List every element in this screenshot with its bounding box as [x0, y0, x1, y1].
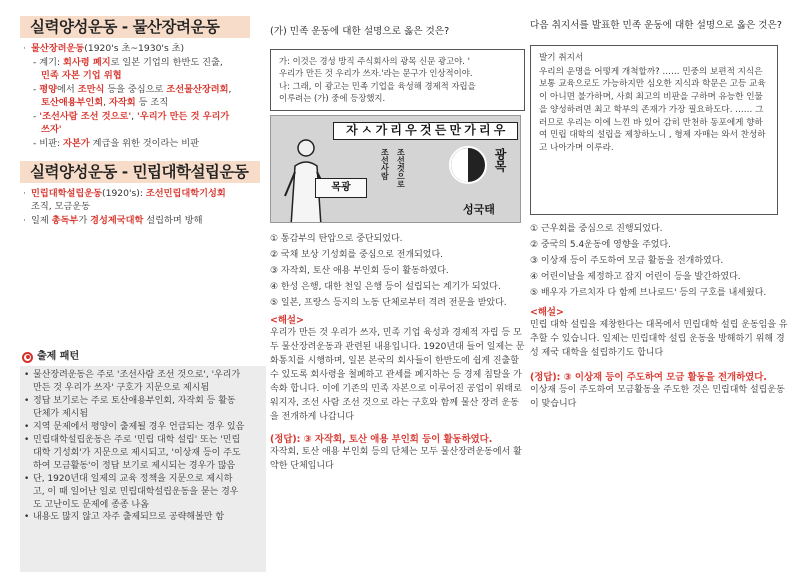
answer-option: ④ 어린이날을 제정하고 잡지 어린이 등을 발간하였다.	[530, 271, 741, 282]
commentary-label-2: <해설>	[530, 306, 564, 318]
list-item: · 민립대학설립운동(1920's): 조선민립대학기성회 조직, 모금운동	[23, 187, 226, 212]
answer-option: ① 근우회를 중심으로 진행되었다.	[530, 223, 663, 234]
answer-option: ③ 이상재 등이 주도하여 모금 활동을 전개하였다.	[530, 255, 724, 266]
answer-body-1: 자작회, 토산 애용 부인회 등의 단체는 모두 물산장려운동에서 활약한 단체입니다	[270, 447, 522, 472]
poster-banner: 자 ㅅ 가 리 우 것 든 만 가 리 우	[333, 122, 518, 140]
list-item: - '조선사람 조선 것으로', '우리가 만든 것 우리가 쓰자'	[33, 111, 230, 136]
taegeuk-icon	[449, 146, 487, 184]
passage-box-2	[530, 45, 778, 215]
passage-line: 이루려는 (가) 중에 등장했지.	[279, 93, 386, 104]
advertisement-image	[270, 115, 521, 223]
minrip-notes	[20, 187, 262, 227]
pattern-bullet: • 물산장려운동은 주로 '조선사람 조선 것으로', '우리가 만든 것 우리가 쓰자' 구호가 지문으로 제시됨	[24, 370, 241, 393]
mulsan-notes	[20, 42, 262, 151]
answer-option: ② 국채 보상 기성회를 중심으로 전개되었다.	[270, 249, 444, 260]
answer-option: ⑤ 일본, 프랑스 등지의 노동 단체로부터 격려 전문을 받았다.	[270, 297, 507, 308]
question-2: 다음 취지서를 발표한 민족 운동에 대한 설명으로 옳은 것은?	[530, 20, 782, 31]
list-item: - 비판: 자본가 계급을 위한 것이라는 비판	[33, 138, 199, 150]
answer-option: ③ 자작회, 토산 애용 부인회 등이 활동하였다.	[270, 265, 449, 276]
list-item: - 평양에서 조만식 등을 중심으로 조선물산장려회, 토산애용부인회, 자작회 등 조직	[33, 84, 232, 109]
commentary-1: 우리가 만든 것 우리가 쓰자, 민족 기업 육성과 경제적 자립 등 모두 물산장려운동과 관련된 내용입니다. 1920년대 들어 일제는 문화통치를 시행하며, 일본 본국의 회사들이 한반도에 쉽게 진출할 수 있도록 회사령을 철폐하고 관세를 폐지하는 등 경제 침탈을 가속화 합니다. 이에 기존의 민족 자본으로 이루어진 공업이 위태로워지자, 조선 사람 조선 것으로 라는 구호와 함께 물산 장려 운동을 전개하게 나갑니다	[270, 328, 525, 422]
passage-title: 발기 취지서	[539, 52, 584, 63]
list-item: · 일제 총독부가 경성제국대학 설립하며 방해	[23, 214, 203, 226]
target-icon	[22, 352, 33, 363]
pattern-bullet: • 내용도 많지 않고 자주 출제되므로 공략해볼만 함	[24, 512, 225, 523]
passage-box-1	[270, 49, 525, 111]
answer-option: ① 통감부의 탄압으로 중단되었다.	[270, 234, 403, 245]
right-column	[530, 0, 792, 412]
poster-brand: 광목	[493, 148, 508, 173]
options-list-2	[530, 223, 792, 300]
pattern-bullet: • 단, 1920년대 일제의 교육 정책을 지문으로 제시하 고, 이 때 일어난 일로 민립대학설립운동을 묻는 경우 도 고난이도 문제에 종종 나옴	[24, 473, 239, 510]
exam-pattern-box	[20, 348, 266, 572]
list-item: - 계기: 회사령 폐지로 일본 기업의 한반도 진출, 민족 자본 기업 위협	[33, 57, 223, 82]
commentary-label-1: <해설>	[270, 314, 304, 326]
question-1: (가) 민족 운동에 대한 설명으로 옳은 것은?	[270, 26, 450, 37]
pattern-bullet: • 정답 보기로는 주로 토산애용부인회, 자작회 등 활동 단체가 제시됨	[24, 395, 236, 419]
exam-pattern-header	[20, 348, 266, 366]
exam-pattern-title: 출제 패턴	[37, 350, 80, 362]
list-item: · 물산장려운동(1920's 초~1930's 초)	[23, 43, 185, 54]
answer-option: ② 중국의 5.4운동에 영향을 주었다.	[530, 239, 672, 250]
poster-vertical-text: 조선사람	[380, 148, 390, 181]
commentary-2: 민립 대학 설립을 제창한다는 대목에서 민립대학 설립 운동임을 유추할 수 있습니다. 일제는 민립대학 설립 운동을 방해하기 위해 경성 제국 대학을 설립하기도 합니다	[530, 320, 788, 359]
answer-option: ⑤ 배우자 가르치자 다 함께 브나로드' 등의 구호를 내세웠다.	[530, 287, 767, 298]
options-list-1	[270, 233, 525, 310]
answer-label-1: (정답): ③ 자작회, 토산 애용 부인회 등이 활동하였다.	[270, 433, 493, 445]
exam-pattern-list	[20, 366, 266, 572]
poster-vertical-text: 조선것으로	[396, 148, 406, 189]
answer-body-2: 이상재 등이 주도하여 모금활동을 주도한 것은 민립대학 설립운동이 맞습니다	[530, 385, 785, 410]
pattern-bullet: • 지역 문제에서 평양이 출제될 경우 언급되는 경우 있음	[24, 421, 245, 432]
section-band-minrip	[20, 161, 260, 183]
section-band-mulsan	[20, 16, 250, 38]
passage-line: 우리가 만든 것 우리가 쓰자.'라는 문구가 인상적이야.	[279, 68, 473, 79]
pattern-bullet: • 민립대학설립운동은 주로 '민립 대학 설립' 또는 '민립 대학 기성회'가 지문으로 제시되고, '이상재 등이 주도 하여 모금활동'이 정답 보기로 제시되는 경우가 많음	[24, 434, 241, 471]
middle-column	[270, 0, 525, 474]
poster-bottom-text: 성국태	[463, 203, 495, 217]
answer-label-2: (정답): ③ 이상재 등이 주도하여 모금 활동을 전개하였다.	[530, 372, 767, 384]
passage-line: 나: 그래, 이 광고는 민족 기업을 육성해 경제적 자립을	[279, 80, 476, 91]
left-column	[0, 0, 262, 228]
passage-text: 우리의 운명을 어떻게 개척할까? …… 민중의 보편적 지식은 보통 교육으로도 가능하지만 심오한 지식과 학문은 고등 교육이 아니면 불가하며, 사회 최고의 비판을 구하며 유능한 인물을 양성하려면 최고 학부의 존재가 가장 필요하도다. …… 그러므로 우리는 이에 느낀 바 있어 감히 만천하 동포에게 향하여 민립 대학의 설립을 제창하노니 , 형제 자매는 와서 찬성하고 나아가며 이루라.	[539, 66, 766, 153]
answer-option: ④ 한성 은행, 대한 천일 은행 등이 설립되는 계기가 되었다.	[270, 281, 501, 292]
passage-line: 가: 이것은 경성 방직 주식회사의 광목 신문 광고야. '	[279, 55, 470, 66]
poster-sign: 목광	[315, 178, 367, 198]
section-title-mulsan: 실력양성운동 - 물산장려운동	[30, 18, 220, 36]
section-title-minrip: 실력양성운동 - 민립대학설립운동	[30, 162, 249, 181]
